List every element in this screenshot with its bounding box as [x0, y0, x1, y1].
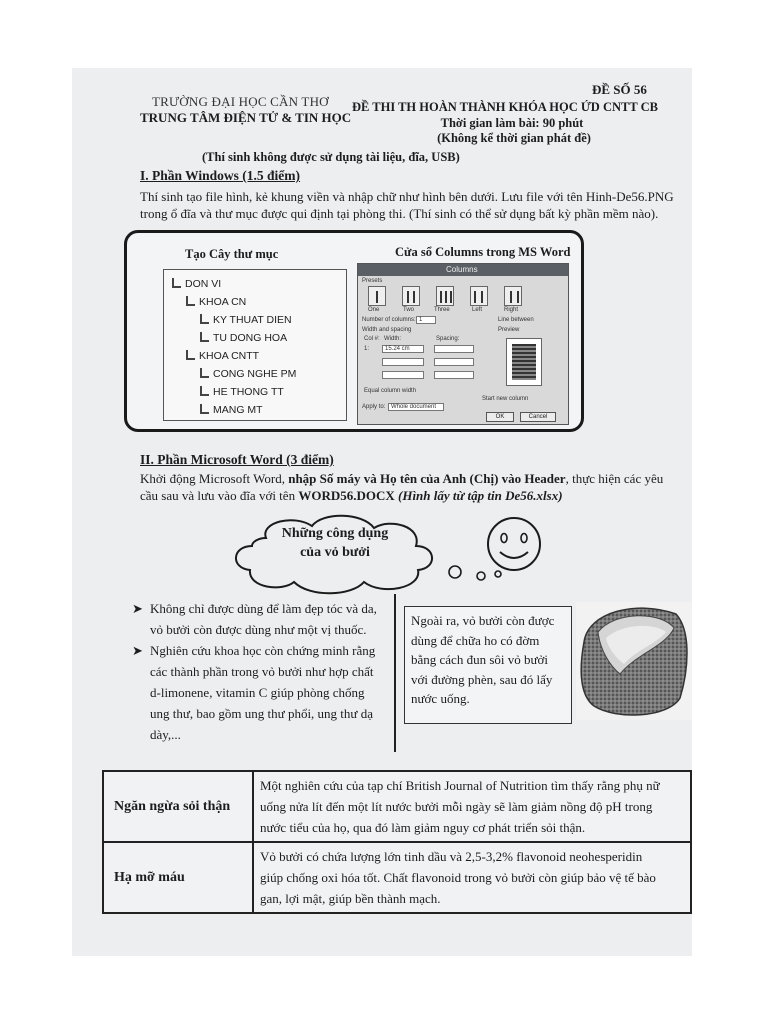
center-name: TRUNG TÂM ĐIỆN TỬ & TIN HỌC	[140, 110, 352, 125]
bullet-arrow-icon: ➤	[132, 643, 143, 658]
ok-button[interactable]: OK	[486, 412, 514, 422]
preset-one-label: One	[368, 307, 380, 313]
bullet1-line2: vỏ bưởi còn được dùng như một vị thuốc.	[150, 622, 367, 637]
smiley-eye-right	[521, 534, 527, 543]
preset-three-label: Three	[434, 307, 450, 313]
preview-label: Preview	[498, 327, 520, 333]
bullet2-line3: d-limonene, vitamin C giúp phòng chống	[150, 685, 365, 700]
number-of-columns-input[interactable]: 1	[416, 316, 436, 324]
box-line2: dùng để chữa ho có đờm	[411, 632, 540, 648]
width-input-3[interactable]	[382, 371, 424, 379]
cloud-text-line2: của vỏ bưởi	[300, 545, 370, 560]
thought-bubble-medium	[477, 572, 485, 580]
bullet2-line1: Nghiên cứu khoa học còn chứng minh rằng	[150, 643, 376, 658]
folder-icon	[200, 404, 209, 414]
cloud-text-line1: Những công dụng	[281, 526, 389, 541]
pomelo-peel-image	[576, 602, 692, 720]
preset-left-button[interactable]	[470, 286, 488, 306]
smiley-eye-left	[501, 534, 507, 543]
columns-dialog	[357, 263, 569, 425]
folder-icon	[186, 296, 195, 306]
width-spacing-label: Width and spacing	[362, 327, 412, 333]
exam-paper	[72, 68, 692, 956]
smiley-mouth	[500, 552, 528, 558]
table-row	[103, 842, 691, 913]
section2-line1: Khởi động Microsoft Word, nhập Số máy và Họ tên của Anh (Chị) vào Header, thực hiện các yêu	[140, 471, 664, 486]
column-divider	[394, 594, 396, 752]
preset-one-button[interactable]	[368, 286, 386, 306]
presets-label: Presets	[362, 278, 383, 284]
preset-left-label: Left	[472, 307, 483, 313]
number-of-columns-label: Number of columns:	[362, 317, 416, 323]
box-line3: bằng cách đun sôi vỏ bưởi	[411, 652, 549, 667]
box-line1: Ngoài ra, vỏ bưởi còn được	[411, 613, 555, 628]
section1-line2: trong ổ đĩa và thư mục được qui định tại phòng thi. (Thí sinh có thể sử dụng bất kỳ phần mềm nào).	[140, 206, 659, 221]
tree-node-mang-mt: MANG MT	[200, 404, 263, 416]
row2-heading: Hạ mỡ máu	[103, 842, 253, 913]
folder-icon	[200, 386, 209, 396]
time-note: (Không kể thời gian phát đề)	[437, 131, 591, 145]
tree-caption: Tạo Cây thư mục	[185, 247, 279, 261]
section1-title: I. Phần Windows (1.5 điểm)	[140, 168, 301, 183]
equal-width-checkbox[interactable]: Equal column width	[364, 388, 417, 394]
preset-right-button[interactable]	[504, 286, 522, 306]
bullet-arrow-icon: ➤	[132, 601, 143, 616]
preset-two-button[interactable]	[402, 286, 420, 306]
time-allowed: Thời gian làm bài: 90 phút	[440, 116, 584, 130]
box-line5: nước uống.	[411, 691, 470, 706]
windows-figure-frame	[124, 230, 584, 432]
smiley-face-icon	[488, 518, 540, 570]
spacing-input-2[interactable]	[434, 358, 474, 366]
section2-line2: cầu sau và lưu vào đĩa với tên WORD56.DOCX (Hình lấy từ tập tin De56.xlsx)	[140, 488, 563, 503]
table-row	[103, 771, 691, 842]
exam-rules: (Thí sinh không được sử dụng tài liệu, đĩa, USB)	[202, 150, 460, 164]
tree-node-cong-nghe-pm: CONG NGHE PM	[200, 368, 296, 380]
dialog-titlebar: Columns	[358, 264, 568, 276]
tree-node-khoa-cn: KHOA CN	[186, 296, 246, 308]
tree-node-ky-thuat-dien: KY THUAT DIEN	[200, 314, 292, 326]
cancel-button[interactable]: Cancel	[520, 412, 556, 422]
tree-node-khoa-cntt: KHOA CNTT	[186, 350, 259, 362]
start-new-column-checkbox[interactable]: Start new column	[482, 396, 529, 402]
apply-to-select[interactable]: Whole document	[388, 403, 444, 411]
bullet2-line5: dày,...	[150, 727, 181, 742]
preset-two-label: Two	[403, 307, 415, 313]
spacing-input[interactable]	[434, 345, 474, 353]
apply-to-label: Apply to:	[362, 404, 386, 410]
preset-three-button[interactable]	[436, 286, 454, 306]
tree-node-don-vi: DON VI	[172, 278, 221, 290]
width-input-2[interactable]	[382, 358, 424, 366]
bullet2-line2: các thành phần trong vỏ bưởi như hợp chất	[150, 664, 374, 679]
line-between-checkbox[interactable]: Line between	[498, 317, 534, 323]
dialog-caption: Cửa sổ Columns trong MS Word	[395, 245, 571, 259]
school-name: TRƯỜNG ĐẠI HỌC CẦN THƠ	[152, 94, 329, 109]
box-line4: với đường phèn, sau đó lấy	[411, 671, 553, 687]
thought-bubble-large	[449, 566, 461, 578]
row1-heading: Ngăn ngừa sỏi thận	[103, 771, 253, 842]
folder-tree	[163, 269, 347, 421]
tree-node-he-thong-tt: HE THONG TT	[200, 386, 284, 398]
row2-content: Vỏ bưởi có chứa lượng lớn tinh dầu và 2,5-3,2% flavonoid neohesperidin giúp chống oxi hóa tốt. Chất flavonoid trong vỏ bưởi còn giúp bảo vệ tế bào gan, lợi mật, giúp bền thành mạch.	[253, 842, 691, 913]
side-text-box	[404, 606, 572, 724]
col-value: 1:	[364, 346, 370, 352]
folder-icon	[186, 350, 195, 360]
exam-number: ĐỀ SỐ 56	[592, 82, 647, 97]
folder-icon	[200, 332, 209, 342]
bullet2-line4: ung thư, bao gồm ung thư phổi, ung thư dạ	[150, 706, 373, 721]
tree-node-tu-dong-hoa: TU DONG HOA	[200, 332, 287, 344]
col-header: Col #:	[364, 336, 380, 342]
folder-icon	[200, 314, 209, 324]
section2-title: II. Phần Microsoft Word (3 điểm)	[140, 452, 334, 467]
bullet1-line1: Không chỉ được dùng để làm đẹp tóc và da,	[150, 601, 377, 616]
width-input[interactable]: 15.24 cm	[382, 345, 424, 353]
preview-page-lines	[512, 344, 536, 380]
benefits-table	[102, 770, 692, 914]
folder-icon	[200, 368, 209, 378]
preview-box	[506, 338, 542, 386]
spacing-header: Spacing:	[436, 336, 460, 342]
spacing-input-3[interactable]	[434, 371, 474, 379]
preset-right-label: Right	[504, 307, 519, 313]
row1-content: Một nghiên cứu của tạp chí British Journal of Nutrition tìm thấy rằng phụ nữ uống nửa lít đến một lít nước bưởi mỗi ngày sẽ làm giảm nồng độ pH trong nước tiểu của họ, qua đó làm giảm nguy cơ phát triển sỏi thận.	[253, 771, 691, 842]
width-header: Width:	[384, 336, 402, 342]
section1-line1: Thí sinh tạo file hình, kẻ khung viền và nhập chữ như hình bên dưới. Lưu file với tên Hinh-De56.PNG	[140, 189, 674, 204]
exam-title: ĐỀ THI TH HOÀN THÀNH KHÓA HỌC ỨD CNTT CB	[352, 100, 658, 114]
folder-icon	[172, 278, 181, 288]
thought-bubble-small	[495, 571, 501, 577]
